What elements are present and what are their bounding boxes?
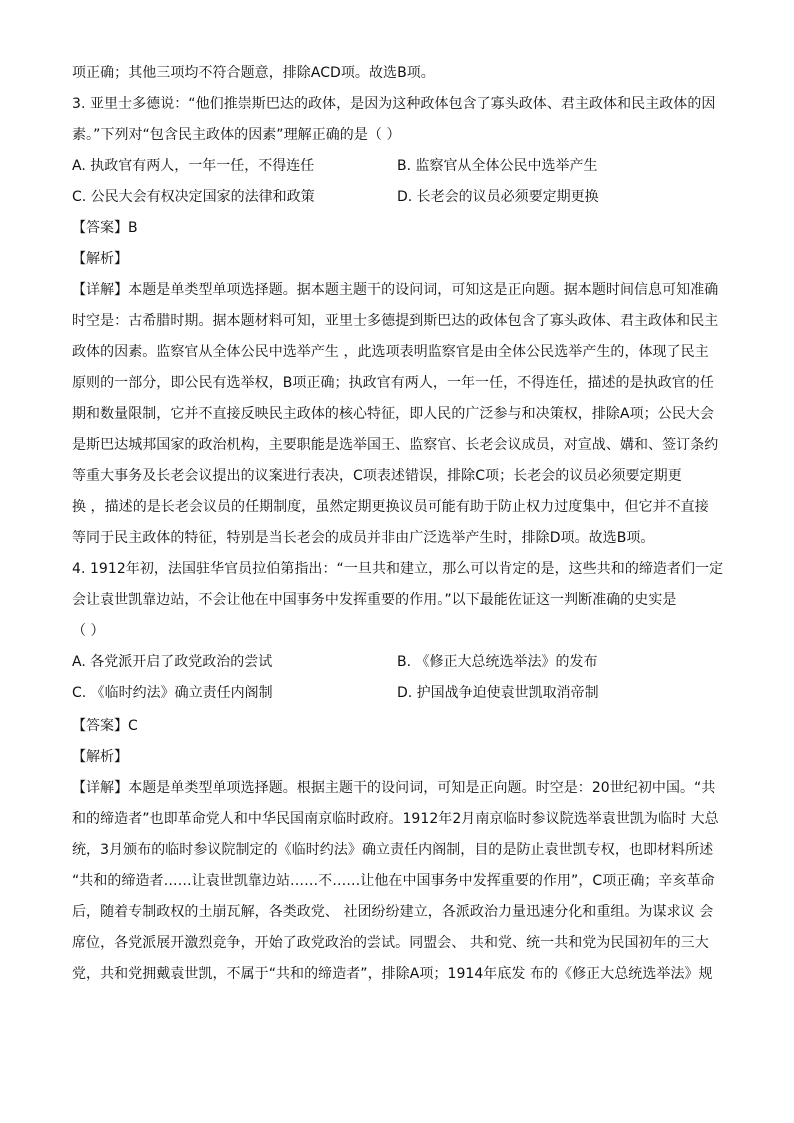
- intro-line: 项正确；其他三项均不符合题意，排除ACD项。故选B项。: [72, 65, 435, 81]
- q3-detail-line: 是斯巴达城邦国家的政治机构，主要职能是选举国王、监察官、长老会议成员，对宣战、媾和、签订条约: [72, 437, 719, 453]
- q4-options-row-1: [72, 647, 724, 678]
- q3-detail-line: 政体的因素。监察官从全体公民中选举产生 ，此选项表明监察官是由全体公民选举产生的，体现了民主: [72, 344, 709, 360]
- q4-option-c: C. 《临时约法》确立责任内阁制: [72, 685, 273, 701]
- q3-analysis-label: 【解析】: [72, 251, 128, 267]
- q4-detail-line: 【详解】本题是单类型单项选择题。根据主题干的设问词，可知是正向题。时空是：20世纪初中国。“共: [72, 780, 716, 796]
- q3-detail-line: 期和数量限制，它并不直接反映民主政体的核心特征，即人民的广泛参与和决策权，排除A项；公民大会: [72, 406, 714, 422]
- q3-detail: [72, 275, 724, 554]
- q3-stem-line-2: 素。”下列对“包含民主政体的因素”理解正确的是（ ）: [72, 127, 401, 143]
- question-4: [72, 554, 724, 990]
- q4-detail-line: 统，3月颁布的临时参议院制定的《临时约法》确立责任内阁制，目的是防止袁世凯专权，也即材料所述: [72, 842, 714, 858]
- q4-detail-line: 党，共和党拥戴袁世凯，不属于“共和的缔造者”，排除A项；1914年底发 布的《修正大总统选举法》规: [72, 966, 713, 982]
- q4-detail-line: 和的缔造者”也即革命党人和中华民国南京临时政府。1912年2月南京临时参议院选举袁世凯为临时 大总: [72, 811, 719, 827]
- q3-detail-line: 原则的一部分，即公民有选举权，B项正确；执政官有两人，一年一任，不得连任，描述的是执政官的任: [72, 375, 714, 391]
- q4-options-row-2: [72, 678, 724, 709]
- document-content: [72, 58, 724, 990]
- q4-option-d: D. 护国战争迫使袁世凯取消帝制: [397, 685, 599, 701]
- q3-option-b: B. 监察官从全体公民中选举产生: [397, 158, 598, 174]
- q3-options-row-1: [72, 151, 724, 182]
- q3-option-d: D. 长老会的议员必须要定期更换: [397, 189, 599, 205]
- question-3: [72, 89, 724, 554]
- q3-option-a: A. 执政官有两人，一年一任，不得连任: [72, 158, 315, 174]
- q3-detail-line: 【详解】本题是单类型单项选择题。据本题主题干的设问词，可知这是正向题。据本题时间信息可知准确: [72, 282, 719, 298]
- q4-stem-line-3: （ ）: [72, 623, 105, 639]
- q3-option-c: C. 公民大会有权决定国家的法律和政策: [72, 189, 315, 205]
- q4-stem-line-1: 4. 1912年初，法国驻华官员拉伯第指出：“一旦共和建立，那么可以肯定的是，这些共和的缔造者们一定: [72, 561, 724, 577]
- q4-answer: 【答案】C: [72, 718, 138, 734]
- q4-detail-line: 后，随着专制政权的土崩瓦解，各类政党、 社团纷纷建立，各派政治力量迅速分化和重组。为谋求议 会: [72, 904, 714, 920]
- q3-options-row-2: [72, 182, 724, 213]
- q4-detail-line: 席位，各党派展开激烈竞争，开始了政党政治的尝试。同盟会、 共和党、统一共和党为民国初年的三大: [72, 935, 709, 951]
- q3-detail-line: 等重大事务及长老会议提出的议案进行表决，C项表述错误，排除C项；长老会的议员必须要定期更: [72, 468, 682, 484]
- q4-stem-line-2: 会让袁世凯靠边站，不会让他在中国事务中发挥重要的作用。”以下最能佐证这一判断准确的史实是: [72, 592, 677, 608]
- q4-analysis-label: 【解析】: [72, 749, 128, 765]
- q4-detail-line: “共和的缔造者……让袁世凯靠边站……不……让他在中国事务中发挥重要的作用”，C项正确；辛亥革命: [72, 873, 715, 889]
- q3-stem-line-1: 3. 亚里士多德说：“他们推崇斯巴达的政体，是因为这种政体包含了寡头政体、君主政体和民主政体的因: [72, 96, 716, 112]
- q4-option-a: A. 各党派开启了政党政治的尝试: [72, 654, 273, 670]
- q3-detail-line: 换 ，描述的是长老会议员的任期制度，虽然定期更换议员可能有助于防止权力过度集中，但它并不直接: [72, 499, 709, 515]
- q4-option-b: B. 《修正大总统选举法》的发布: [397, 654, 598, 670]
- q3-answer: 【答案】B: [72, 220, 138, 236]
- q3-detail-line: 时空是：古希腊时期。据本题材料可知，亚里士多德提到斯巴达的政体包含了寡头政体、君主政体和民主: [72, 313, 719, 329]
- q4-detail: [72, 773, 724, 990]
- q3-detail-line: 等同于民主政体的特征，特别是当长老会的成员并非由广泛选举产生时，排除D项。故选B项。: [72, 530, 655, 546]
